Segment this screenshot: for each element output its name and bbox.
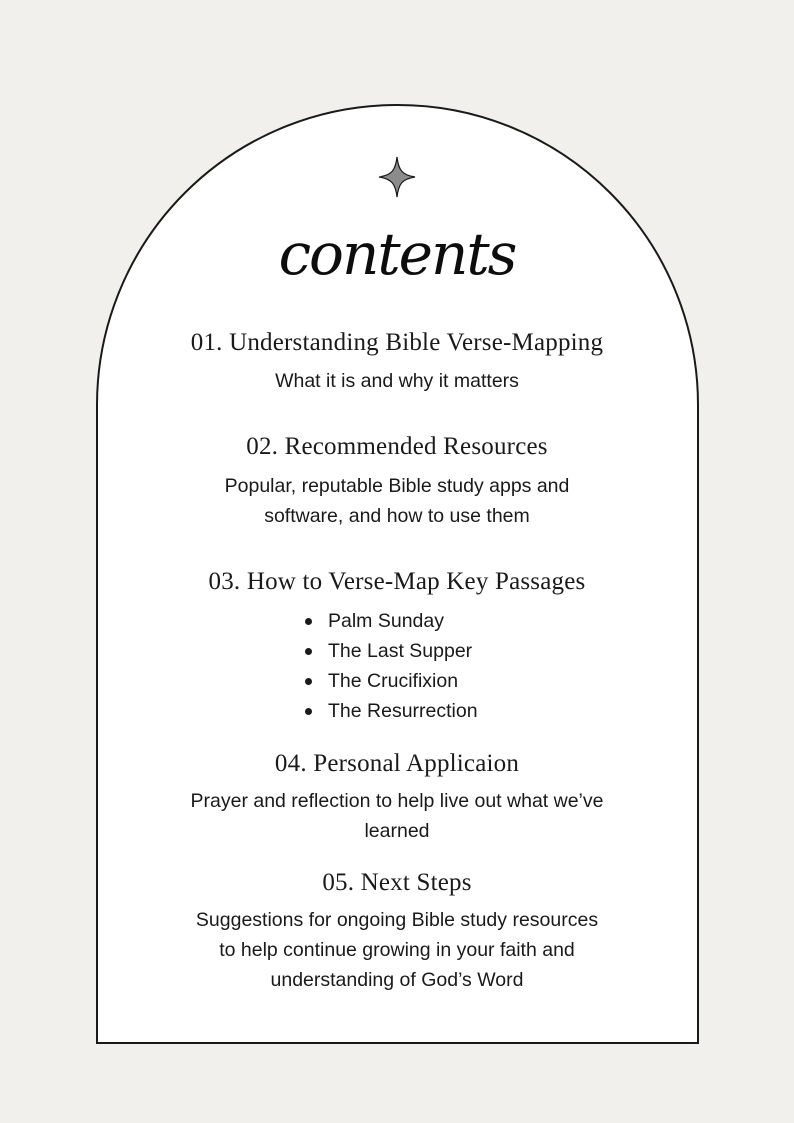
section-heading-03: 03. How to Verse-Map Key Passages: [208, 568, 586, 595]
page-title: contents: [278, 220, 516, 288]
passage-list: [304, 606, 478, 726]
list-item: The Crucifixion: [304, 666, 478, 696]
section-heading-02: 02. Recommended Resources: [246, 433, 548, 460]
section-description-01: What it is and why it matters: [275, 370, 519, 392]
section-description-04: Prayer and reflection to help live out what we’ve learned: [190, 790, 604, 842]
list-item: Palm Sunday: [304, 606, 478, 636]
list-item: The Resurrection: [304, 696, 478, 726]
section-description-02: Popular, reputable Bible study apps and software, and how to use them: [224, 475, 570, 527]
section-heading-01: 01. Understanding Bible Verse-Mapping: [190, 329, 604, 356]
section-heading-05: 05. Next Steps: [322, 869, 472, 896]
four-point-star-icon: [378, 156, 416, 198]
section-heading-04: 04. Personal Applicaion: [274, 750, 520, 777]
list-item: The Last Supper: [304, 636, 478, 666]
section-description-05: Suggestions for ongoing Bible study resources to help continue growing in your faith and understanding of God’s Word: [195, 909, 599, 991]
